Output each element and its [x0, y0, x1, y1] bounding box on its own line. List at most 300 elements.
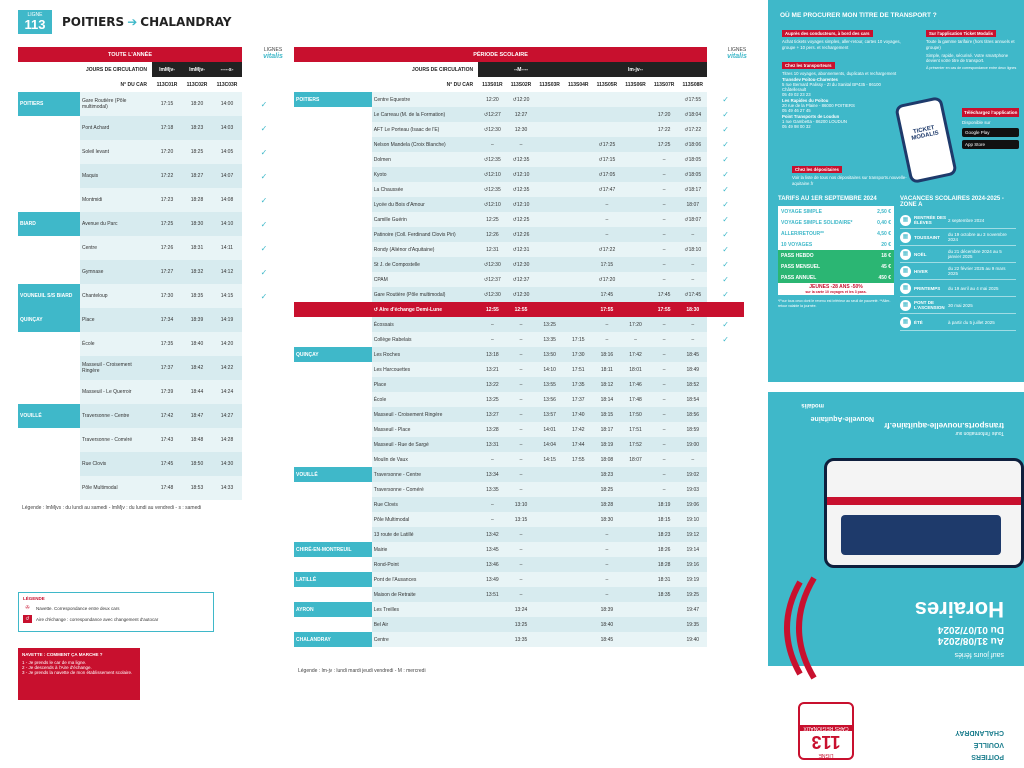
- time-cell: 18:20: [182, 92, 212, 116]
- time-cell: [535, 302, 564, 317]
- time-cell: [535, 167, 564, 182]
- table-row: [294, 272, 744, 287]
- tarif-row: [778, 250, 894, 261]
- commune-cell: [18, 356, 80, 380]
- time-cell: 18:01: [621, 362, 650, 377]
- table-row: [18, 212, 286, 236]
- tarif-name: PASS HEBDO: [778, 250, 870, 261]
- time-cell: 14:08: [212, 188, 242, 212]
- tarif-price: 4,50 €: [870, 228, 894, 239]
- tarif-row: [778, 217, 894, 228]
- table-row: [18, 140, 286, 164]
- stop-name: ↺ Aire d'échange Demi-Lune: [372, 302, 478, 317]
- time-cell: 14:00: [212, 92, 242, 116]
- car-code: 113S02R: [510, 81, 532, 88]
- check-icon: ✓: [260, 267, 268, 277]
- time-cell: 19:35: [678, 617, 707, 632]
- cover-routes: POITIERS VOUILLÉ CHALANDRAY: [955, 729, 1004, 760]
- lignes-label-right: LIGNES: [727, 47, 747, 53]
- commune-cell: [294, 212, 372, 227]
- time-cell: –: [507, 422, 536, 437]
- time-cell: –: [678, 272, 707, 287]
- time-cell: 17:43: [152, 428, 182, 452]
- time-cell: 18:07: [621, 452, 650, 467]
- time-cell: 14:28: [212, 428, 242, 452]
- commune-cell: [294, 152, 372, 167]
- time-cell: 17:55: [564, 452, 593, 467]
- time-cell: –: [593, 212, 622, 227]
- stop-name: La Chaussée: [372, 182, 478, 197]
- time-cell: –: [650, 422, 679, 437]
- spacer: [242, 62, 286, 77]
- timetable-school-period: [294, 47, 744, 647]
- stop-name: Lycée du Bois d'Amour: [372, 197, 478, 212]
- vacances-row: [900, 229, 1016, 246]
- time-cell: 17:22: [650, 122, 679, 137]
- stop-name: Le Carreau (M. de la Formation): [372, 107, 478, 122]
- tarif-row: [778, 272, 894, 283]
- stop-name: Patinoire (Coll. Ferdinand Clovis Piri): [372, 227, 478, 242]
- table-title: TOUTE L'ANNÉE: [18, 47, 242, 62]
- time-cell: 14:30: [212, 452, 242, 476]
- vacances-name: ÉTÉ: [914, 319, 923, 325]
- time-cell: 18:17: [593, 422, 622, 437]
- time-cell: –: [678, 317, 707, 332]
- calendar-icon: ▦: [900, 249, 911, 260]
- check-icon: ✓: [260, 219, 268, 229]
- vacances-row: [900, 212, 1016, 229]
- navette-box: [18, 648, 140, 700]
- time-cell: –: [650, 182, 679, 197]
- calendar-icon: ▦: [900, 300, 911, 311]
- time-cell: 18:31: [182, 236, 212, 260]
- spacer: [242, 380, 286, 404]
- time-cell: 17:42: [152, 404, 182, 428]
- time-cell: –: [593, 227, 622, 242]
- commune-cell: [294, 407, 372, 422]
- time-cell: 14:20: [212, 332, 242, 356]
- time-cell: 13:35: [535, 332, 564, 347]
- vacances-dates: 2 septembre 2024: [948, 217, 985, 223]
- time-cell: [535, 257, 564, 272]
- info-section-app: Sur l'application Ticket Modalis Toute la gamme tarifaire (hors titres annuels et groupe) Simple, rapide, sécurisé. Votre smartphone devient votre titre de transport. À présenter en cas de correspondance entre deux lignes: [926, 31, 1017, 71]
- time-cell: [621, 197, 650, 212]
- commune-cell: [18, 380, 80, 404]
- spacer: [242, 356, 286, 380]
- spacer: [707, 512, 744, 527]
- tarif-price: 18 €: [870, 250, 894, 261]
- commune-cell: [294, 197, 372, 212]
- table-row: [294, 227, 744, 242]
- spacer: [707, 62, 744, 77]
- commune-cell: [294, 107, 372, 122]
- time-cell: 18:28: [650, 557, 679, 572]
- spacer: [707, 557, 744, 572]
- car-code: 113C02R: [186, 81, 208, 88]
- spacer: [707, 572, 744, 587]
- spacer: [707, 377, 744, 392]
- time-cell: [593, 107, 622, 122]
- time-cell: –: [650, 152, 679, 167]
- bus-illustration: [824, 458, 1024, 568]
- stop-name: Moulin de Vaux: [372, 452, 478, 467]
- stop-name: Masseuil - Place: [372, 422, 478, 437]
- time-cell: 17:30: [152, 284, 182, 308]
- time-cell: 17:27: [152, 260, 182, 284]
- time-cell: 17:55: [650, 302, 679, 317]
- commune-cell: [294, 392, 372, 407]
- tarif-name: ALLER/RETOUR**: [778, 228, 870, 239]
- google-play-button[interactable]: Google Play: [962, 128, 1019, 137]
- check-icon: ✓: [260, 291, 268, 301]
- time-cell: 18:32: [182, 260, 212, 284]
- time-cell: 17:20: [650, 107, 679, 122]
- time-cell: 13:56: [535, 392, 564, 407]
- check-icon: ✓: [722, 185, 729, 194]
- time-cell: [535, 137, 564, 152]
- vacances-dates: du 19 octobre au 3 novembre 2024: [948, 232, 1007, 242]
- exchange-icon: ↺: [23, 615, 32, 623]
- time-cell: [564, 557, 593, 572]
- check-icon: ✓: [722, 110, 729, 119]
- stop-name: Place: [372, 377, 478, 392]
- table-row: [294, 632, 744, 647]
- time-cell: 17:48: [621, 392, 650, 407]
- table-row: [294, 302, 744, 317]
- time-cell: [621, 302, 650, 317]
- time-cell: 12:31: [478, 242, 507, 257]
- check-icon: ✓: [722, 260, 729, 269]
- stop-name: Traversonne - Centre: [80, 404, 152, 428]
- time-cell: 14:12: [212, 260, 242, 284]
- commune-cell: [294, 452, 372, 467]
- time-cell: [621, 467, 650, 482]
- time-cell: [621, 527, 650, 542]
- time-cell: 14:15: [535, 452, 564, 467]
- commune-cell: POITIERS: [18, 92, 80, 116]
- stop-name: Gare Routière (Pôle multimodal): [372, 287, 478, 302]
- tarif-row: [778, 228, 894, 239]
- spacer: [707, 617, 744, 632]
- legend-item-navette: ✇ Navette. Correspondance entre deux cars: [23, 604, 209, 612]
- time-cell: [564, 587, 593, 602]
- spacer: [707, 77, 744, 92]
- time-cell: –: [507, 557, 536, 572]
- time-cell: ↺17:20: [593, 272, 622, 287]
- download-title: Téléchargez l'application: [964, 110, 1018, 115]
- time-cell: 17:34: [152, 308, 182, 332]
- time-cell: [564, 242, 593, 257]
- commune-cell: VOUNEUIL S/S BIARD: [18, 284, 80, 308]
- commune-cell: VOUILLÉ: [294, 467, 372, 482]
- commune-cell: [294, 257, 372, 272]
- time-cell: ↺17:25: [593, 137, 622, 152]
- time-cell: [621, 542, 650, 557]
- jours-label: JOURS DE CIRCULATION: [412, 66, 474, 73]
- time-cell: 14:24: [212, 380, 242, 404]
- time-cell: [535, 482, 564, 497]
- time-cell: 17:51: [564, 362, 593, 377]
- time-cell: [593, 92, 622, 107]
- time-cell: –: [507, 377, 536, 392]
- time-cell: –: [593, 587, 622, 602]
- time-cell: 17:25: [650, 137, 679, 152]
- table-row: [18, 452, 286, 476]
- check-icon: ✓: [722, 200, 729, 209]
- time-cell: 14:01: [535, 422, 564, 437]
- spacer: [707, 392, 744, 407]
- vacances-dates: du 21 décembre 2024 au 5 janvier 2025: [948, 249, 1002, 259]
- time-cell: [621, 602, 650, 617]
- time-cell: [564, 122, 593, 137]
- info-section-drivers: Auprès des conducteurs, à bord des cars Achat tickets voyages simples, aller-retour, cartes 10 voyages, groupe + 10 pers. et rechargement: [782, 31, 901, 50]
- download-sub: Disponible sur: [962, 120, 991, 125]
- time-cell: [535, 152, 564, 167]
- time-cell: [535, 197, 564, 212]
- table-row: [18, 308, 286, 332]
- time-cell: 17:26: [152, 236, 182, 260]
- time-cell: –: [650, 392, 679, 407]
- time-cell: 14:15: [212, 284, 242, 308]
- vacances-dates: à partir du 5 juillet 2025: [948, 319, 995, 325]
- spacer: [242, 476, 286, 500]
- time-cell: ↺18:05: [678, 152, 707, 167]
- cover-sauf: sauf jours fériés: [954, 651, 1004, 658]
- commune-cell: [294, 332, 372, 347]
- check-icon: ✓: [722, 245, 729, 254]
- table-row: [294, 287, 744, 302]
- time-cell: ↺12:10: [478, 197, 507, 212]
- vitalis-logo-right: vitalis: [727, 53, 747, 60]
- time-cell: 13:31: [478, 437, 507, 452]
- car-code: 113S08R: [682, 81, 704, 88]
- time-cell: [535, 107, 564, 122]
- time-cell: –: [593, 557, 622, 572]
- time-cell: [593, 122, 622, 137]
- table-row: [294, 452, 744, 467]
- time-cell: [564, 257, 593, 272]
- time-cell: ↺12:25: [507, 212, 536, 227]
- tarif-name: 10 VOYAGES: [778, 239, 870, 250]
- time-cell: –: [478, 512, 507, 527]
- spacer: [707, 527, 744, 542]
- time-cell: 13:57: [535, 407, 564, 422]
- app-store-button[interactable]: App Store: [962, 140, 1019, 149]
- time-cell: 18:42: [182, 356, 212, 380]
- time-cell: 17:20: [152, 140, 182, 164]
- car-code: 113S04R: [567, 81, 589, 88]
- time-cell: [564, 272, 593, 287]
- time-cell: –: [507, 407, 536, 422]
- time-cell: [564, 527, 593, 542]
- time-cell: ↺12:10: [478, 167, 507, 182]
- time-cell: 18:40: [593, 617, 622, 632]
- time-cell: 19:02: [678, 467, 707, 482]
- time-cell: [535, 227, 564, 242]
- table-row: [294, 527, 744, 542]
- codes-row: [18, 77, 286, 92]
- spacer: [707, 467, 744, 482]
- stop-name: Mairie: [372, 542, 478, 557]
- tarif-name: PASS ANNUEL: [778, 272, 870, 283]
- table-row: [294, 122, 744, 137]
- time-cell: –: [650, 377, 679, 392]
- time-cell: ↺12:30: [478, 287, 507, 302]
- lignes-label: LIGNES: [263, 47, 283, 53]
- time-cell: 19:16: [678, 557, 707, 572]
- table-row: [294, 422, 744, 437]
- cover-line-badge: LIGNE 113 CARS RÉGIONAUX: [798, 702, 854, 760]
- line-badge-label: LIGNE: [27, 12, 43, 18]
- check-icon: ✓: [260, 171, 268, 181]
- stop-name: Soleil levant: [80, 140, 152, 164]
- time-cell: –: [678, 452, 707, 467]
- time-cell: 18:23: [593, 467, 622, 482]
- time-cell: ↺18:10: [678, 242, 707, 257]
- time-cell: 18:45: [593, 632, 622, 647]
- time-cell: –: [650, 272, 679, 287]
- check-icon: ✓: [722, 290, 729, 299]
- table-row: [294, 317, 744, 332]
- commune-cell: [294, 317, 372, 332]
- table-title-row: [18, 47, 286, 62]
- time-cell: ↺12:35: [478, 182, 507, 197]
- vacances: [900, 196, 1016, 331]
- time-cell: 17:45: [650, 287, 679, 302]
- time-cell: 18:23: [650, 527, 679, 542]
- spacer: [707, 452, 744, 467]
- time-cell: 17:55: [593, 302, 622, 317]
- vacances-name: NOËL: [914, 251, 927, 257]
- cover-dates: Au 31/08/2024 Du 01/07/2024: [937, 624, 1004, 646]
- stop-name: Pont Achard: [80, 116, 152, 140]
- commune-cell: [294, 437, 372, 452]
- time-cell: 14:33: [212, 476, 242, 500]
- time-cell: 13:34: [478, 467, 507, 482]
- time-cell: ↺12:37: [507, 272, 536, 287]
- time-cell: [621, 497, 650, 512]
- vacances-name: HIVER: [914, 268, 928, 274]
- commune-cell: [294, 362, 372, 377]
- time-cell: ↺12:10: [507, 167, 536, 182]
- table-row: [294, 557, 744, 572]
- check-icon: ✓: [722, 95, 729, 104]
- table-row: [18, 116, 286, 140]
- time-cell: –: [507, 527, 536, 542]
- time-cell: 18:07: [678, 197, 707, 212]
- check-icon: ✓: [722, 155, 729, 164]
- time-cell: [621, 287, 650, 302]
- tarif-row: [778, 239, 894, 250]
- table-row: [294, 107, 744, 122]
- line-badge: [18, 10, 52, 34]
- time-cell: –: [593, 332, 622, 347]
- time-cell: 13:45: [478, 542, 507, 557]
- tarifs-title: TARIFS AU 1ER SEPTEMBRE 2024: [778, 196, 877, 202]
- time-cell: 12:55: [507, 302, 536, 317]
- navette-step-3: 3 - Je prends la navette de mon établissement scolaire.: [22, 670, 133, 675]
- table-row: [18, 356, 286, 380]
- time-cell: 19:03: [678, 482, 707, 497]
- time-cell: 18:15: [593, 407, 622, 422]
- time-cell: [621, 182, 650, 197]
- time-cell: [564, 287, 593, 302]
- stop-name: Kyoto: [372, 167, 478, 182]
- car-code: 113S07R: [653, 81, 675, 88]
- time-cell: 17:45: [152, 452, 182, 476]
- calendar-icon: ▦: [900, 215, 911, 226]
- time-cell: 18:35: [650, 587, 679, 602]
- commune-cell: [294, 167, 372, 182]
- time-cell: 13:42: [478, 527, 507, 542]
- time-cell: 17:39: [152, 380, 182, 404]
- time-cell: [650, 632, 679, 647]
- stop-name: Bel Air: [372, 617, 478, 632]
- time-cell: 18:27: [182, 164, 212, 188]
- time-cell: 17:42: [621, 347, 650, 362]
- commune-cell: [18, 452, 80, 476]
- table-row: [294, 437, 744, 452]
- time-cell: 17:22: [152, 164, 182, 188]
- time-cell: [621, 122, 650, 137]
- time-cell: –: [678, 332, 707, 347]
- vacances-dates: 30 mai 2025: [948, 302, 973, 308]
- spacer: [707, 362, 744, 377]
- time-cell: 17:48: [152, 476, 182, 500]
- time-cell: –: [507, 392, 536, 407]
- stop-name: Traversonne - Centre: [372, 467, 478, 482]
- jours-cell: -----s-: [212, 62, 242, 77]
- commune-cell: [294, 272, 372, 287]
- time-cell: [650, 92, 679, 107]
- spacer: [707, 587, 744, 602]
- time-cell: 13:35: [507, 632, 536, 647]
- time-cell: [621, 92, 650, 107]
- time-cell: 13:35: [478, 482, 507, 497]
- time-cell: ↺12:30: [478, 122, 507, 137]
- commune-cell: LATILLÉ: [294, 572, 372, 587]
- time-cell: [535, 632, 564, 647]
- commune-cell: [18, 332, 80, 356]
- tarif-row: [778, 206, 894, 217]
- jours-group: lm-jv--: [564, 62, 707, 77]
- tarifs-note: *Pour tous ceux dont le revenu est inférieur au seuil de pauvreté. **Aller-retour valable la journée.: [778, 299, 891, 308]
- time-cell: ↺12:30: [478, 257, 507, 272]
- info-section-depositaires: Chez les dépositaires Voir la liste de tous nos dépositaires sur transports.nouvelle-aquitaine.fr: [792, 167, 907, 186]
- time-cell: 13:25: [507, 617, 536, 632]
- time-cell: 17:15: [152, 92, 182, 116]
- time-cell: 12:20: [478, 92, 507, 107]
- ncar-label: N° DU CAR: [120, 81, 147, 88]
- time-cell: 18:14: [593, 392, 622, 407]
- arrow-right-icon: ➔: [127, 15, 138, 29]
- time-cell: 18:35: [182, 284, 212, 308]
- time-cell: –: [650, 437, 679, 452]
- time-cell: [621, 137, 650, 152]
- stop-name: Gymnase: [80, 260, 152, 284]
- car-code: 113S03R: [539, 81, 560, 88]
- time-cell: –: [507, 437, 536, 452]
- info-title: OÙ ME PROCURER MON TITRE DE TRANSPORT ?: [780, 12, 937, 19]
- line-badge-number: 113: [24, 17, 46, 32]
- time-cell: –: [507, 452, 536, 467]
- time-cell: 17:20: [621, 317, 650, 332]
- time-cell: –: [650, 407, 679, 422]
- time-cell: ↺17:05: [593, 167, 622, 182]
- table-row: [294, 497, 744, 512]
- time-cell: [621, 107, 650, 122]
- time-cell: –: [507, 137, 536, 152]
